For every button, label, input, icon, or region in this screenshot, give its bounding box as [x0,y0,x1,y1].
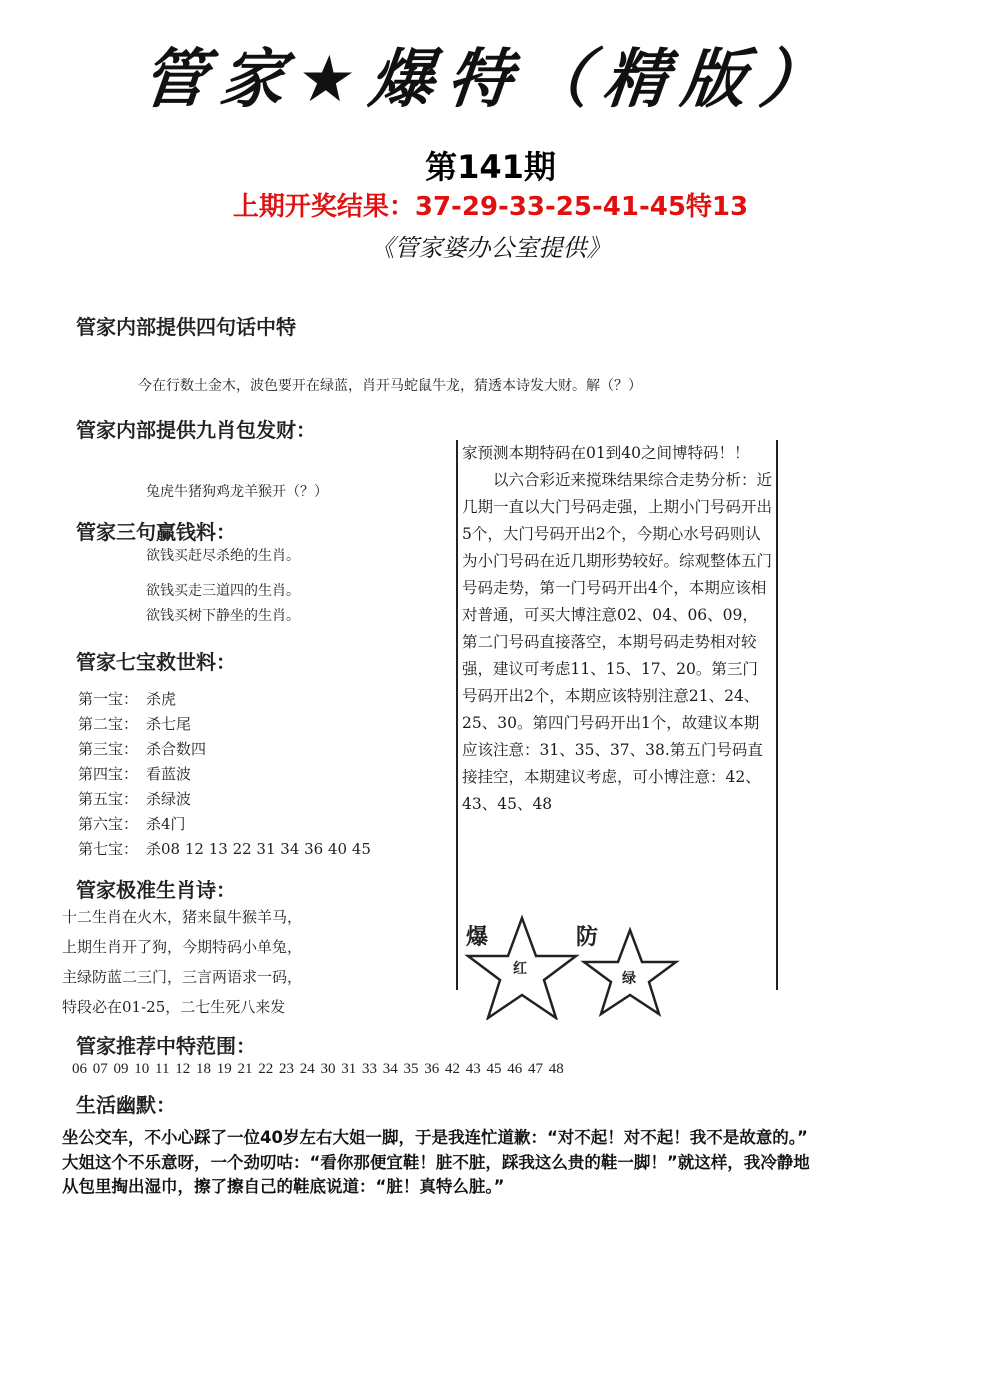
poem-line: 特段必在01-25，二七生死八来发 [62,998,286,1016]
analysis-text [462,440,772,818]
star-graphics [462,910,772,1020]
treasure-value: 看蓝波 [146,765,192,783]
treasure-value: 杀七尾 [146,715,192,733]
nine-zodiac-text: 兔虎牛猪狗鸡龙羊猴开（？） [146,484,328,500]
star-label-bao: 爆 [466,925,489,950]
treasure-label: 第一宝： [78,690,139,708]
treasure-value: 杀4门 [146,815,186,833]
treasure-label: 第五宝： [78,790,139,808]
three-lines-line: 欲钱买赶尽杀绝的生肖。 [146,548,300,564]
treasure-value: 杀合数四 [146,740,207,758]
humor-line: 大姐这个不乐意呀，一个劲叨咕：“看你那便宜鞋！脏不脏，踩我这么贵的鞋一脚！”就这样，我冷静地 [62,1153,810,1172]
poem-line: 上期生肖开了狗，今期特码小单兔， [62,938,303,956]
treasure-value: 杀08 12 13 22 31 34 36 40 45 [146,840,371,858]
poem-title: 管家极准生肖诗： [76,878,236,902]
recommend-numbers: 06 07 09 10 11 12 18 19 21 22 23 24 30 31 33 34 35 36 42 43 45 46 47 48 [72,1061,564,1077]
three-lines-line: 欲钱买树下静坐的生肖。 [146,608,300,624]
humor-line: 坐公交车，不小心踩了一位40岁左右大姐一脚，于是我连忙道歉：“对不起！对不起！我不是故意的。” [62,1128,808,1147]
four-sentences-text: 今在行数土金木，波色要开在绿蓝，肖开马蛇鼠牛龙，猜透本诗发大财。解（？） [138,378,642,394]
treasure-label: 第七宝： [78,840,139,858]
treasure-value: 杀绿波 [146,790,192,808]
poem-line: 主绿防蓝二三门，三言两语求一码， [62,968,303,986]
stars-svg [462,910,772,1020]
three-lines-line: 欲钱买走三道四的生肖。 [146,583,300,599]
treasure-label: 第四宝： [78,765,139,783]
three-lines-title: 管家三句赢钱料： [76,520,236,544]
column-left-border [456,440,458,990]
analysis-paragraph: 以六合彩近来搅珠结果综合走势分析：近几期一直以大门号码走强，上期小门号码开出5个，大门号码开出2个，今期心水号码则认为小门号码在近几期形势较好。综观整体五门号码走势，第一门号码开出4个，本期应该相对普通，可买大博注意02、04、06、09，第二门号码直接落空，本期号码走势相对较强，建议可考虑11、15、17、20。第三门号码开出2个，本期应该特别注意21、24、25、30。第四门号码开出1个，故建议本期应该注意：31、35、37、38.第五门号码直接挂空，本期建议考虑，可小博注意：42、43、45、48 [462,471,773,813]
last-draw-result: 上期开奖结果：37-29-33-25-41-45特13 [232,192,749,222]
column-right-border [776,440,778,990]
star-inner-green: 绿 [622,971,636,987]
analysis-paragraph: 家预测本期特码在01到40之间博特码！！ [462,444,750,462]
star-label-fang: 防 [576,925,599,950]
treasure-label: 第三宝： [78,740,139,758]
masthead-title: 管家★爆特（精版） [138,43,842,117]
treasure-label: 第六宝： [78,815,139,833]
seven-treasures-title: 管家七宝救世料： [76,650,236,674]
treasure-label: 第二宝： [78,715,139,733]
humor-title: 生活幽默： [76,1093,176,1117]
treasure-value: 杀虎 [146,690,177,708]
star-inner-red: 红 [513,961,527,977]
four-sentences-title: 管家内部提供四句话中特 [76,315,296,339]
provider-line: 《管家婆办公室提供》 [370,234,611,262]
humor-line: 从包里掏出湿巾，擦了擦自己的鞋底说道：“脏！真特么脏。” [62,1177,505,1196]
recommend-title: 管家推荐中特范围： [76,1034,256,1058]
issue-number: 第141期 [425,148,556,186]
nine-zodiac-title: 管家内部提供九肖包发财： [76,418,316,442]
poem-line: 十二生肖在火木，猪来鼠牛猴羊马， [62,908,303,926]
